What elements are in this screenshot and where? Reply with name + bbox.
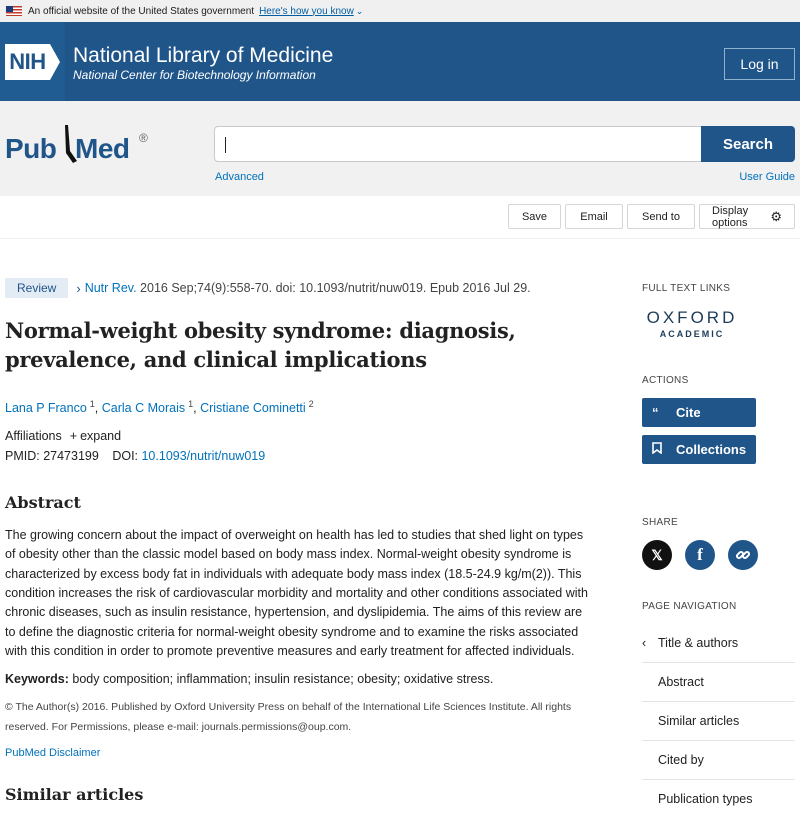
- author-link[interactable]: Cristiane Cominetti: [200, 401, 306, 416]
- keywords-label: Keywords:: [5, 672, 69, 687]
- similar-articles-heading: Similar articles: [5, 785, 144, 805]
- article-toolbar: [508, 204, 795, 229]
- affiliations-row[interactable]: [5, 429, 595, 443]
- advanced-search-link[interactable]: Advanced: [215, 171, 264, 183]
- abstract-heading: Abstract: [5, 493, 81, 513]
- gov-banner: [0, 0, 800, 22]
- abstract-text: The growing concern about the impact of overweight on health has led to studies that shed light on types of obesity other than the classic model based on body mass index. Normal-weight obesity syndrome is characterized by excess body fat in individuals with adequate body mass index (18.5-24.9 kg/m(2)). This condition increases the risk of cardiovascular morbidity and mortality and other conditions associated with chronic diseases, such as insulin resistance, hypertension, and dyslipidemia. The aims of this review are to define the diagnostic criteria for normal-weight obesity syndrome and to examine the risks associated with this condition in order to promote preventive measures and early treatment for affected individuals.: [5, 528, 588, 658]
- copyright-notice: © The Author(s) 2016. Published by Oxford University Press on behalf of the International Life Sciences Institute. All rights reserved. For Permissions, please e-mail: journals.permissions@oup.com.: [5, 701, 572, 733]
- chevron-down-icon[interactable]: ⌄: [355, 5, 364, 16]
- author-link[interactable]: Lana P Franco: [5, 401, 87, 416]
- citation-details: 2016 Sep;74(9):558-70. doi: 10.1093/nutrit/nuw019. Epub 2016 Jul 29.: [136, 281, 531, 295]
- page-nav-similar-articles[interactable]: Similar articles: [642, 702, 795, 741]
- affiliations-label: Affiliations: [5, 429, 62, 444]
- email-button[interactable]: Email: [565, 204, 623, 229]
- display-options-button[interactable]: [699, 204, 795, 229]
- send-to-button[interactable]: Send to: [627, 204, 695, 229]
- doi-link[interactable]: 10.1093/nutrit/nuw019: [141, 449, 266, 464]
- collections-label: Collections: [676, 442, 747, 457]
- heres-how-you-know-link[interactable]: Here's how you know: [259, 5, 354, 17]
- author-affiliation-ref[interactable]: 1: [89, 399, 95, 409]
- actions-label: ACTIONS: [642, 375, 689, 386]
- article-main: [5, 277, 595, 804]
- author-affiliation-ref[interactable]: 2: [308, 399, 314, 409]
- cite-button[interactable]: [642, 398, 756, 427]
- page-nav-label: Title & authors: [658, 636, 739, 650]
- page-navigation-list: [642, 624, 795, 816]
- citation-text: [85, 281, 531, 295]
- chevron-right-icon[interactable]: ›: [76, 280, 81, 296]
- oxford-academic-logo[interactable]: [642, 308, 742, 339]
- pubmed-disclaimer-link[interactable]: PubMed Disclaimer: [5, 747, 101, 760]
- login-button[interactable]: Log in: [724, 48, 795, 80]
- gov-banner-text: An official website of the United States government: [28, 5, 255, 17]
- nlm-title[interactable]: National Library of Medicine: [73, 44, 334, 67]
- oxford-logo-main: OXFORD: [646, 308, 738, 327]
- plus-icon[interactable]: +: [69, 429, 78, 444]
- pubmed-logo[interactable]: [5, 129, 155, 175]
- author-list: Lana P Franco $^1$, Carla C Morais $^1$, Cristiane Cominetti $^2$: [5, 399, 314, 416]
- nih-logo[interactable]: [0, 22, 65, 101]
- pmid-label: PMID:: [5, 449, 44, 464]
- page-nav-cited-by[interactable]: Cited by: [642, 741, 795, 780]
- toolbar-divider: [0, 238, 800, 239]
- share-buttons: [642, 540, 795, 570]
- oxford-logo-sub: ACADEMIC: [659, 329, 725, 339]
- facebook-icon[interactable]: f: [685, 540, 715, 570]
- full-text-links-label: FULL TEXT LINKS: [642, 283, 731, 294]
- page-nav-title-authors[interactable]: [642, 624, 795, 663]
- author-affiliation-ref[interactable]: 1: [188, 399, 194, 409]
- link-icon[interactable]: [728, 540, 758, 570]
- search-button[interactable]: Search: [701, 126, 795, 162]
- ncbi-subtitle: National Center for Biotechnology Information: [73, 68, 316, 82]
- us-flag-icon: [6, 6, 22, 16]
- cite-label: Cite: [676, 405, 701, 420]
- expand-affiliations[interactable]: expand: [80, 429, 122, 444]
- bookmark-icon: [652, 442, 676, 457]
- display-options-label: Display options: [712, 204, 749, 229]
- nih-arrow-icon: [50, 44, 60, 80]
- search-area: [0, 101, 800, 196]
- text-caret: [225, 137, 226, 153]
- citation-line: [5, 277, 595, 299]
- keywords-row: [5, 672, 595, 686]
- article-sidebar: [642, 283, 795, 816]
- user-guide-link[interactable]: User Guide: [739, 171, 795, 183]
- keywords-list: body composition; inflammation; insulin resistance; obesity; oxidative stress.: [68, 672, 494, 687]
- gear-icon: ⚙: [770, 208, 782, 224]
- pubmed-logo-registered: ®: [139, 131, 148, 145]
- pubmed-logo-pub: Pub: [5, 133, 57, 164]
- x-twitter-icon[interactable]: 𝕏: [642, 540, 672, 570]
- chevron-left-icon: ‹: [642, 636, 647, 650]
- nih-logo-text: NIH: [5, 44, 49, 80]
- page-nav-abstract[interactable]: Abstract: [642, 663, 795, 702]
- quote-icon: “: [652, 405, 659, 420]
- pmid-value: 27473199: [43, 449, 99, 464]
- pubmed-logo-med: Med: [75, 133, 130, 164]
- author-link[interactable]: Carla C Morais: [101, 401, 186, 416]
- review-badge: Review: [5, 278, 68, 298]
- article-title: Normal-weight obesity syndrome: diagnosis, prevalence, and clinical implications: [5, 318, 516, 372]
- share-label: SHARE: [642, 517, 678, 528]
- identifiers-row: [5, 449, 595, 463]
- page-navigation-label: PAGE NAVIGATION: [642, 601, 737, 612]
- save-button[interactable]: Save: [508, 204, 561, 229]
- journal-link[interactable]: Nutr Rev.: [84, 281, 137, 295]
- page-nav-publication-types[interactable]: Publication types: [642, 780, 795, 816]
- nih-header: [0, 22, 800, 101]
- collections-button[interactable]: [642, 435, 756, 464]
- search-input[interactable]: [214, 126, 702, 162]
- doi-label: DOI:: [112, 449, 142, 464]
